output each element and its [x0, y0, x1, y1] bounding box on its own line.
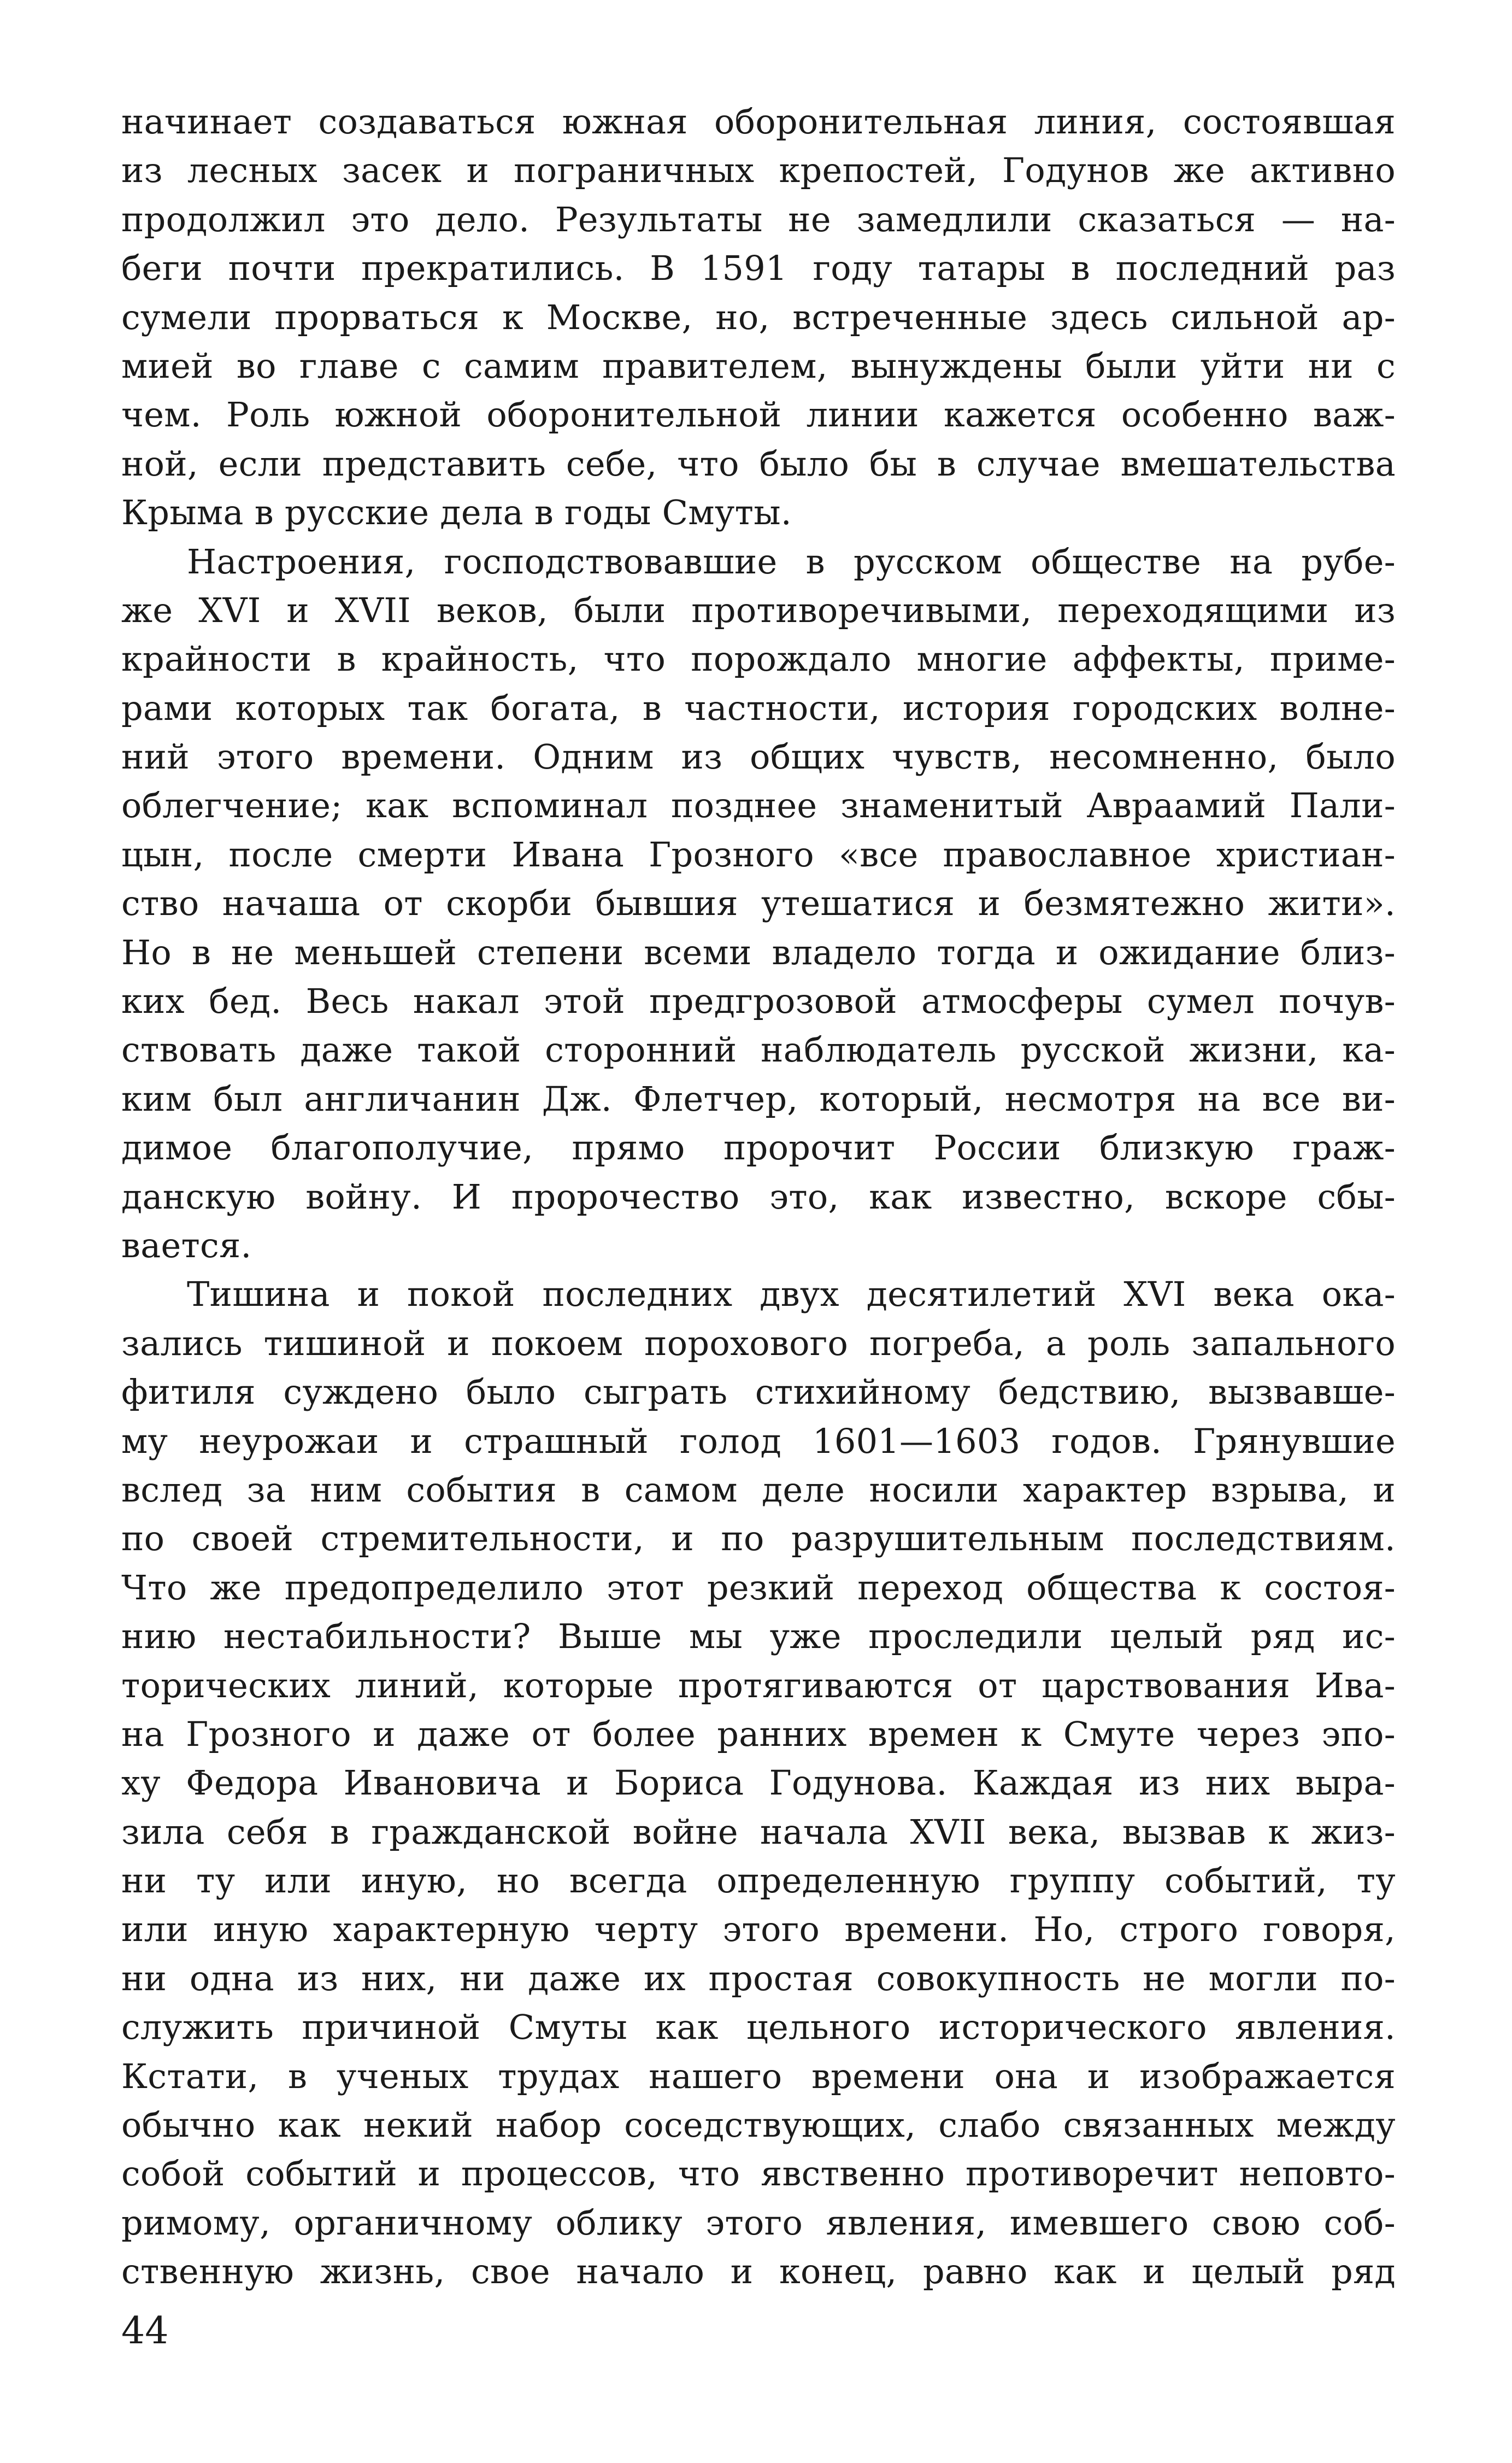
text-line: крайности в крайность, что порождало многие аффекты, приме- — [121, 639, 1396, 679]
text-line: служить причиной Смуты как цельного исторического явления. — [121, 2007, 1396, 2048]
text-line: римому, органичному облику этого явления, имевшего свою соб- — [121, 2202, 1396, 2243]
text-line: вается. — [121, 1225, 252, 1265]
paragraph — [121, 537, 1396, 1270]
text-line: продолжил это дело. Результаты не замедлили сказаться — на- — [121, 199, 1396, 239]
text-line: ху Федора Ивановича и Бориса Годунова. Каждая из них выра- — [121, 1763, 1396, 1803]
text-line: беги почти прекратились. В 1591 году татары в последний раз — [121, 248, 1396, 289]
text-line: ким был англичанин Дж. Флетчер, который, несмотря на все ви- — [121, 1078, 1396, 1119]
text-line: му неурожаи и страшный голод 1601—1603 годов. Грянувшие — [121, 1421, 1396, 1461]
text-line: ких бед. Весь накал этой предгрозовой атмосферы сумел почув- — [121, 981, 1396, 1022]
text-line: чем. Роль южной оборонительной линии кажется особенно важ- — [121, 395, 1396, 435]
text-line: вслед за ним события в самом деле носили характер взрыва, и — [121, 1469, 1396, 1510]
text-line: же XVI и XVII веков, были противоречивыми, переходящими из — [121, 590, 1396, 630]
text-line: ствовать даже такой сторонний наблюдатель русской жизни, ка- — [121, 1030, 1396, 1070]
text-line: Настроения, господствовавшие в русском обществе на рубе- — [187, 541, 1396, 582]
text-line: ной, если представить себе, что было бы в случае вмешательства — [121, 443, 1396, 484]
text-line: облегчение; как вспоминал позднее знаменитый Авраамий Пали- — [121, 785, 1396, 826]
text-line: рами которых так богата, в частности, история городских волне- — [121, 688, 1396, 728]
text-line: ни одна из них, ни даже их простая совокупность не могли по- — [121, 1958, 1396, 1998]
paragraph — [121, 97, 1396, 537]
text-line: собой событий и процессов, что явственно противоречит неповто- — [121, 2154, 1396, 2194]
text-line: ственную жизнь, свое начало и конец, равно как и целый ряд — [121, 2251, 1396, 2292]
text-line: торических линий, которые протягиваются от царствования Ива- — [121, 1665, 1396, 1705]
text-line: фитиля суждено было сыграть стихийному бедствию, вызвавше- — [121, 1372, 1396, 1412]
text-line: ни ту или иную, но всегда определенную группу событий, ту — [121, 1861, 1396, 1901]
text-line: ство начаша от скорби бывшия утешатися и безмятежно жити». — [121, 883, 1396, 924]
text-line: зила себя в гражданской войне начала XVII века, вызвав к жиз- — [121, 1811, 1396, 1852]
text-line: Что же предопределило этот резкий переход общества к состоя- — [121, 1567, 1396, 1608]
text-line: ний этого времени. Одним из общих чувств, несомненно, было — [121, 737, 1396, 777]
text-line: обычно как некий набор соседствующих, слабо связанных между — [121, 2105, 1396, 2145]
body-text — [121, 97, 1396, 2296]
text-line: мией во главе с самим правителем, вынуждены были уйти ни с — [121, 345, 1396, 386]
text-line: по своей стремительности, и по разрушительным последствиям. — [121, 1518, 1396, 1559]
text-line: Но в не меньшей степени всеми владело тогда и ожидание близ- — [121, 932, 1396, 972]
text-line: начинает создаваться южная оборонительная линия, состоявшая — [121, 102, 1396, 142]
text-line: на Грозного и даже от более ранних времен к Смуте через эпо- — [121, 1714, 1396, 1754]
text-line: нию нестабильности? Выше мы уже проследили целый ряд ис- — [121, 1616, 1396, 1657]
text-line: цын, после смерти Ивана Грозного «все православное христиан- — [121, 834, 1396, 875]
text-line: Тишина и покой последних двух десятилетий XVI века ока- — [187, 1274, 1396, 1315]
text-line: зались тишиной и покоем порохового погреба, а роль запального — [121, 1323, 1396, 1363]
text-line: данскую войну. И пророчество это, как известно, вскоре сбы- — [121, 1176, 1396, 1217]
paragraph — [121, 1270, 1396, 2296]
text-line: или иную характерную черту этого времени. Но, строго говоря, — [121, 1909, 1396, 1950]
text-line: Крыма в русские дела в годы Смуты. — [121, 492, 792, 533]
text-line: сумели прорваться к Москве, но, встреченные здесь сильной ар- — [121, 297, 1396, 337]
text-line: из лесных засек и пограничных крепостей, Годунов же активно — [121, 150, 1396, 191]
page-number: 44 — [121, 2309, 169, 2353]
text-line: димое благополучие, прямо пророчит России близкую граж- — [121, 1128, 1396, 1168]
text-line: Кстати, в ученых трудах нашего времени она и изображается — [121, 2056, 1396, 2096]
